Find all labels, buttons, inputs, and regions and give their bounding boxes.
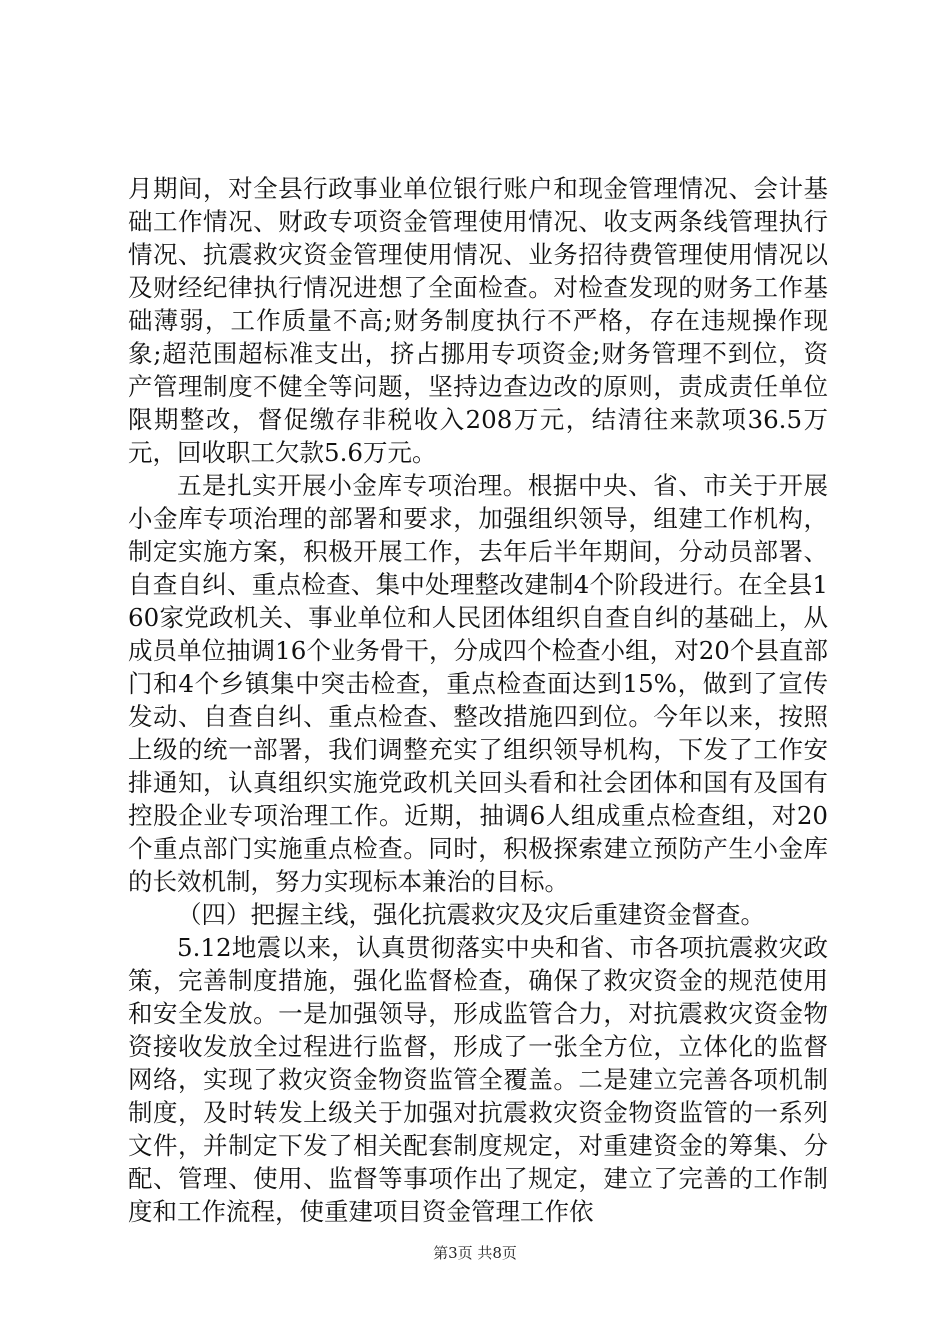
document-body	[128, 172, 828, 1228]
paragraph-3: 5.12地震以来，认真贯彻落实中央和省、市各项抗震救灾政策，完善制度措施，强化监督检查，确保了救灾资金的规范使用和安全发放。一是加强领导，形成监管合力，对抗震救灾资金物资接收发放全过程进行监督，形成了一张全方位，立体化的监督网络，实现了救灾资金物资监管全覆盖。二是建立完善各项机制制度，及时转发上级关于加强对抗震救灾资金物资监管的一系列文件，并制定下发了相关配套制度规定，对重建资金的筹集、分配、管理、使用、监督等事项作出了规定，建立了完善的工作制度和工作流程，使重建项目资金管理工作依	[128, 933, 828, 1226]
section-heading: （四）把握主线，强化抗震救灾及灾后重建资金督查。	[177, 900, 765, 929]
paragraph-1: 月期间，对全县行政事业单位银行账户和现金管理情况、会计基础工作情况、财政专项资金管理使用情况、收支两条线管理执行情况、抗震救灾资金管理使用情况、业务招待费管理使用情况以及财经纪律执行情况进想了全面检查。对检查发现的财务工作基础薄弱，工作质量不高;财务制度执行不严格，存在违规操作现象;超范围超标准支出，挤占挪用专项资金;财务管理不到位，资产管理制度不健全等问题，坚持边查边改的原则，责成责任单位限期整改，督促缴存非税收入208万元，结清往来款项36.5万元，回收职工欠款5.6万元。	[128, 174, 828, 467]
paragraph-2: 五是扎实开展小金库专项治理。根据中央、省、市关于开展小金库专项治理的部署和要求，加强组织领导，组建工作机构，制定实施方案，积极开展工作，去年后半年期间，分动员部署、自查自纠、重点检查、集中处理整改建制4个阶段进行。在全县160家党政机关、事业单位和人民团体组织自查自纠的基础上，从成员单位抽调16个业务骨干，分成四个检查小组，对20个县直部门和4个乡镇集中突击检查，重点检查面达到15%，做到了宣传发动、自查自纠、重点检查、整改措施四到位。今年以来，按照上级的统一部署，我们调整充实了组织领导机构，下发了工作安排通知，认真组织实施党政机关回头看和社会团体和国有及国有控股企业专项治理工作。近期，抽调6人组成重点检查组，对20个重点部门实施重点检查。同时，积极探索建立预防产生小金库的长效机制，努力实现标本兼治的目标。	[128, 471, 828, 896]
page-footer	[0, 1243, 950, 1263]
page-number: 第3页 共8页	[433, 1244, 517, 1262]
